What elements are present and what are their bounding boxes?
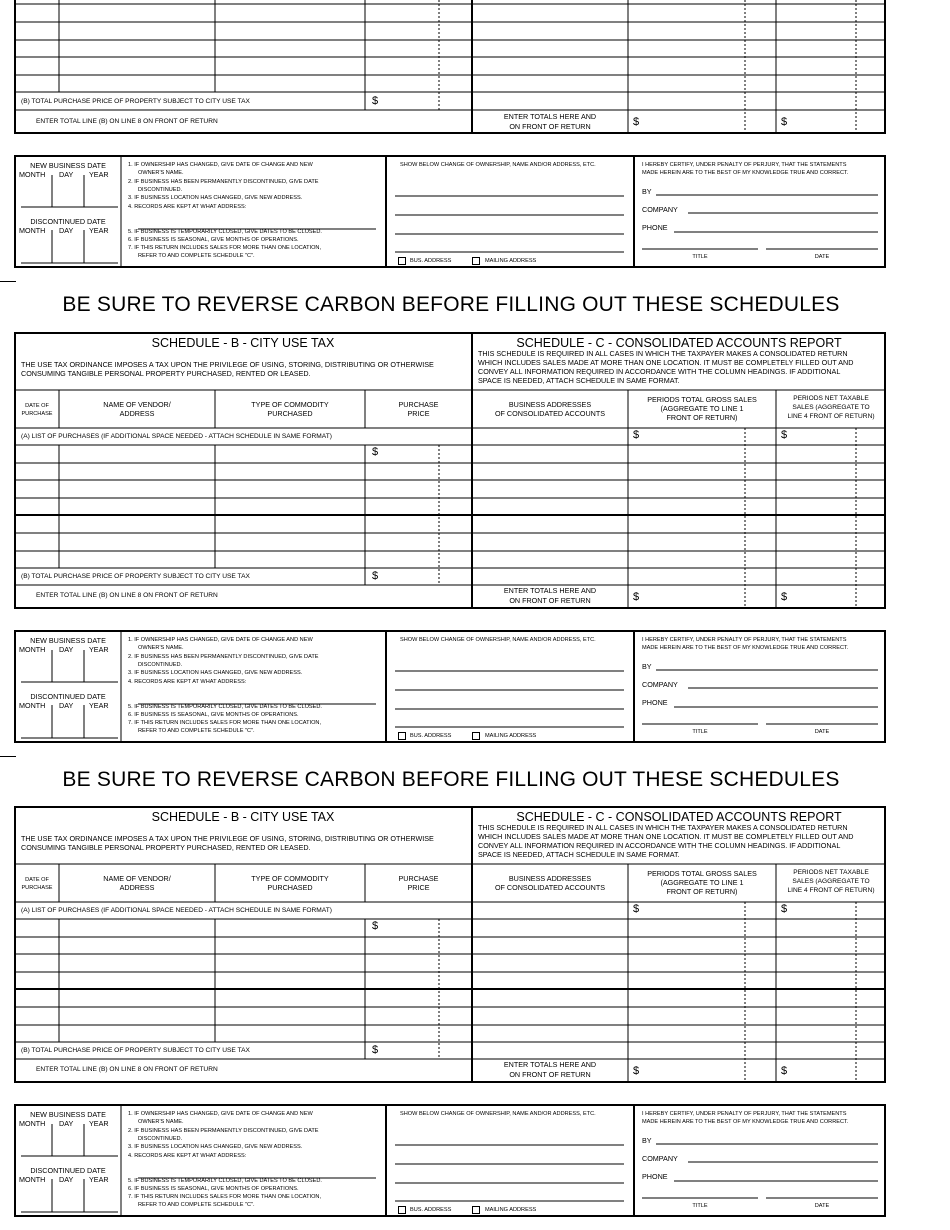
currency-symbol: $: [633, 591, 640, 603]
col-net-taxable-header: LINE 4 FRONT OF RETURN): [787, 413, 875, 420]
instruction: 5. IF BUSINESS IS TEMPORARILY CLOSED, GIVE DATES TO BE CLOSED.: [128, 704, 322, 710]
currency-symbol: $: [372, 446, 379, 458]
schedule-b-title: SCHEDULE - B - CITY USE TAX: [151, 810, 335, 824]
year-label: YEAR: [89, 170, 109, 179]
col-commodity-header: PURCHASED: [267, 409, 313, 418]
schedule-c-description: CONVEY ALL INFORMATION REQUIRED IN ACCORDANCE WITH THE COLUMN HEADINGS. IF ADDITIONAL: [478, 841, 841, 850]
col-vendor-header: NAME OF VENDOR/: [103, 400, 171, 409]
by-label: BY: [642, 187, 652, 196]
col-net-taxable-header: SALES (AGGREGATE TO: [792, 878, 870, 885]
currency-symbol: $: [633, 116, 640, 128]
col-net-taxable-header: LINE 4 FRONT OF RETURN): [787, 887, 875, 894]
instruction: DISCONTINUED.: [138, 187, 183, 193]
currency-symbol: $: [781, 116, 788, 128]
month-label: MONTH: [19, 1119, 46, 1128]
bus-address-label: BUS. ADDRESS: [410, 1207, 452, 1213]
currency-symbol: $: [372, 1044, 379, 1056]
certify-text: I HEREBY CERTIFY, UNDER PENALTY OF PERJURY, THAT THE STATEMENTS: [642, 1111, 847, 1117]
col-vendor-header: ADDRESS: [119, 883, 155, 892]
certify-text: MADE HEREIN ARE TO THE BEST OF MY KNOWLEDGE TRUE AND CORRECT.: [642, 1119, 849, 1125]
list-of-purchases-label: (A) LIST OF PURCHASES (IF ADDITIONAL SPACE NEEDED - ATTACH SCHEDULE IN SAME FORMAT): [21, 433, 332, 440]
col-date-header: DATE OF: [25, 877, 49, 883]
instruction: 2. IF BUSINESS HAS BEEN PERMANENTLY DISCONTINUED, GIVE DATE: [128, 179, 319, 185]
instruction: 4. RECORDS ARE KEPT AT WHAT ADDRESS:: [128, 204, 247, 210]
schedule-lines: [14, 0, 886, 136]
enter-total-label: ENTER TOTAL LINE (B) ON LINE 8 ON FRONT OF RETURN: [36, 118, 218, 125]
month-label: MONTH: [19, 170, 46, 179]
discontinued-date-label: DISCONTINUED DATE: [30, 217, 106, 226]
year-label: YEAR: [89, 1119, 109, 1128]
day-label: DAY: [59, 645, 74, 654]
phone-label: PHONE: [642, 1172, 668, 1181]
carbon-notice: BE SURE TO REVERSE CARBON BEFORE FILLING OUT THESE SCHEDULES: [62, 293, 840, 316]
instruction: DISCONTINUED.: [138, 662, 183, 668]
currency-symbol: $: [633, 903, 640, 915]
currency-symbol: $: [781, 903, 788, 915]
currency-symbol: $: [633, 1065, 640, 1077]
schedule-b-and-c: [14, 332, 886, 610]
info-slot: [0, 155, 950, 269]
instruction: 4. RECORDS ARE KEPT AT WHAT ADDRESS:: [128, 1153, 247, 1159]
info-slot: [0, 1104, 950, 1218]
date-label: DATE: [814, 1203, 830, 1209]
enter-totals-label: ON FRONT OF RETURN: [509, 1070, 591, 1079]
total-purchase-label: (B) TOTAL PURCHASE PRICE OF PROPERTY SUBJECT TO CITY USE TAX: [21, 573, 250, 580]
discontinued-date-label: DISCONTINUED DATE: [30, 1166, 106, 1175]
col-commodity-header: TYPE OF COMMODITY: [251, 400, 329, 409]
company-label: COMPANY: [642, 1154, 678, 1163]
schedule-c-title: SCHEDULE - C - CONSOLIDATED ACCOUNTS REPORT: [516, 810, 842, 824]
schedule-slot: [0, 332, 950, 610]
bus-address-label: BUS. ADDRESS: [410, 258, 452, 264]
bus-address-label: BUS. ADDRESS: [410, 733, 452, 739]
col-date-header: DATE OF: [25, 403, 49, 409]
instruction: 5. IF BUSINESS IS TEMPORARILY CLOSED, GIVE DATES TO BE CLOSED.: [128, 229, 322, 235]
month-label: MONTH: [19, 645, 46, 654]
total-purchase-label: (B) TOTAL PURCHASE PRICE OF PROPERTY SUBJECT TO CITY USE TAX: [21, 98, 250, 105]
instruction: 3. IF BUSINESS LOCATION HAS CHANGED, GIVE NEW ADDRESS.: [128, 670, 303, 676]
schedule-c-description: WHICH INCLUDES SALES MADE AT MORE THAN ONE LOCATION. IT MUST BE COMPLETELY FILLED OUT AND: [478, 832, 854, 841]
month-label: MONTH: [19, 1175, 46, 1184]
currency-symbol: $: [781, 1065, 788, 1077]
col-business-address-header: OF CONSOLIDATED ACCOUNTS: [494, 883, 606, 892]
schedule-b-description: THE USE TAX ORDINANCE IMPOSES A TAX UPON THE PRIVILEGE OF USING, STORING, DISTRIBUTING OR OTHERWISE: [21, 360, 434, 369]
col-gross-sales-header: (AGGREGATE TO LINE 1: [660, 404, 744, 413]
by-label: BY: [642, 1136, 652, 1145]
instruction: 6. IF BUSINESS IS SEASONAL, GIVE MONTHS OF OPERATIONS.: [128, 1186, 299, 1192]
col-gross-sales-header: FRONT OF RETURN): [666, 413, 738, 422]
title-label: TITLE: [692, 1203, 708, 1209]
schedule-b-and-c: [14, 806, 886, 1084]
phone-label: PHONE: [642, 223, 668, 232]
col-date-header: PURCHASE: [21, 411, 53, 417]
mailing-address-checkbox[interactable]: [472, 732, 480, 740]
day-label: DAY: [59, 1119, 74, 1128]
instruction: 6. IF BUSINESS IS SEASONAL, GIVE MONTHS OF OPERATIONS.: [128, 712, 299, 718]
schedule-b-description: CONSUMING TANGIBLE PERSONAL PROPERTY PURCHASED, RENTED OR LEASED.: [21, 369, 311, 378]
col-date-header: PURCHASE: [21, 885, 53, 891]
schedule-c-description: SPACE IS NEEDED, ATTACH SCHEDULE IN SAME FORMAT.: [478, 850, 680, 859]
change-label: SHOW BELOW CHANGE OF OWNERSHIP, NAME AND/OR ADDRESS, ETC.: [400, 637, 596, 643]
bus-address-checkbox[interactable]: [398, 1206, 406, 1214]
certify-text: I HEREBY CERTIFY, UNDER PENALTY OF PERJURY, THAT THE STATEMENTS: [642, 162, 847, 168]
change-label: SHOW BELOW CHANGE OF OWNERSHIP, NAME AND/OR ADDRESS, ETC.: [400, 1111, 596, 1117]
schedule-c-description: CONVEY ALL INFORMATION REQUIRED IN ACCORDANCE WITH THE COLUMN HEADINGS. IF ADDITIONAL: [478, 367, 841, 376]
instruction: REFER TO AND COMPLETE SCHEDULE "C".: [138, 253, 255, 259]
month-label: MONTH: [19, 226, 46, 235]
day-label: DAY: [59, 226, 74, 235]
currency-symbol: $: [781, 429, 788, 441]
certify-text: I HEREBY CERTIFY, UNDER PENALTY OF PERJURY, THAT THE STATEMENTS: [642, 637, 847, 643]
carbon-notice: BE SURE TO REVERSE CARBON BEFORE FILLING OUT THESE SCHEDULES: [62, 768, 840, 791]
mailing-address-label: MAILING ADDRESS: [485, 1207, 537, 1213]
enter-totals-label: ENTER TOTALS HERE AND: [503, 1060, 597, 1069]
mailing-address-checkbox[interactable]: [472, 1206, 480, 1214]
schedule-c-description: WHICH INCLUDES SALES MADE AT MORE THAN ONE LOCATION. IT MUST BE COMPLETELY FILLED OUT AND: [478, 358, 854, 367]
new-business-date-label: NEW BUSINESS DATE: [30, 636, 106, 645]
certify-text: MADE HEREIN ARE TO THE BEST OF MY KNOWLEDGE TRUE AND CORRECT.: [642, 645, 849, 651]
perforation-mark: [0, 281, 16, 282]
info-box: [14, 630, 886, 744]
currency-symbol: $: [633, 429, 640, 441]
col-price-header: PURCHASE: [398, 874, 439, 883]
list-of-purchases-label: (A) LIST OF PURCHASES (IF ADDITIONAL SPACE NEEDED - ATTACH SCHEDULE IN SAME FORMAT): [21, 907, 332, 914]
instruction: OWNER'S NAME.: [138, 170, 184, 176]
certify-text: MADE HEREIN ARE TO THE BEST OF MY KNOWLEDGE TRUE AND CORRECT.: [642, 170, 849, 176]
col-business-address-header: OF CONSOLIDATED ACCOUNTS: [494, 409, 606, 418]
title-label: TITLE: [692, 729, 708, 735]
company-label: COMPANY: [642, 680, 678, 689]
instruction: REFER TO AND COMPLETE SCHEDULE "C".: [138, 728, 255, 734]
col-net-taxable-header: PERIODS NET TAXABLE: [793, 869, 869, 876]
mailing-address-label: MAILING ADDRESS: [485, 258, 537, 264]
info-box: [14, 1104, 886, 1218]
date-label: DATE: [814, 254, 830, 260]
instruction: 7. IF THIS RETURN INCLUDES SALES FOR MORE THAN ONE LOCATION,: [128, 245, 322, 251]
change-label: SHOW BELOW CHANGE OF OWNERSHIP, NAME AND/OR ADDRESS, ETC.: [400, 162, 596, 168]
col-commodity-header: TYPE OF COMMODITY: [251, 874, 329, 883]
bus-address-checkbox[interactable]: [398, 257, 406, 265]
col-business-address-header: BUSINESS ADDRESSES: [508, 874, 592, 883]
bus-address-checkbox[interactable]: [398, 732, 406, 740]
instruction: 4. RECORDS ARE KEPT AT WHAT ADDRESS:: [128, 679, 247, 685]
currency-symbol: $: [372, 570, 379, 582]
mailing-address-label: MAILING ADDRESS: [485, 733, 537, 739]
schedule-c-title: SCHEDULE - C - CONSOLIDATED ACCOUNTS REPORT: [516, 336, 842, 350]
col-price-header: PURCHASE: [398, 400, 439, 409]
title-label: TITLE: [692, 254, 708, 260]
schedule-b-description: CONSUMING TANGIBLE PERSONAL PROPERTY PURCHASED, RENTED OR LEASED.: [21, 843, 311, 852]
enter-totals-label: ON FRONT OF RETURN: [509, 122, 591, 131]
enter-totals-label: ENTER TOTALS HERE AND: [503, 586, 597, 595]
col-vendor-header: NAME OF VENDOR/: [103, 874, 171, 883]
by-label: BY: [642, 662, 652, 671]
company-label: COMPANY: [642, 205, 678, 214]
enter-totals-label: ENTER TOTALS HERE AND: [503, 112, 597, 121]
instruction: 5. IF BUSINESS IS TEMPORARILY CLOSED, GIVE DATES TO BE CLOSED.: [128, 1178, 322, 1184]
year-label: YEAR: [89, 701, 109, 710]
instruction: 7. IF THIS RETURN INCLUDES SALES FOR MORE THAN ONE LOCATION,: [128, 1194, 322, 1200]
col-price-header: PRICE: [407, 883, 430, 892]
schedule-slot: [0, 806, 950, 1084]
instruction: 3. IF BUSINESS LOCATION HAS CHANGED, GIVE NEW ADDRESS.: [128, 195, 303, 201]
col-gross-sales-header: FRONT OF RETURN): [666, 887, 738, 896]
instruction: 6. IF BUSINESS IS SEASONAL, GIVE MONTHS OF OPERATIONS.: [128, 237, 299, 243]
currency-symbol: $: [372, 95, 379, 107]
instruction: OWNER'S NAME.: [138, 1119, 184, 1125]
col-gross-sales-header: PERIODS TOTAL GROSS SALES: [647, 395, 757, 404]
phone-label: PHONE: [642, 698, 668, 707]
year-label: YEAR: [89, 645, 109, 654]
instruction: OWNER'S NAME.: [138, 645, 184, 651]
date-label: DATE: [814, 729, 830, 735]
col-net-taxable-header: SALES (AGGREGATE TO: [792, 404, 870, 411]
perforation-mark: [0, 756, 16, 757]
mailing-address-checkbox[interactable]: [472, 257, 480, 265]
info-slot: [0, 630, 950, 744]
currency-symbol: $: [781, 591, 788, 603]
enter-totals-label: ON FRONT OF RETURN: [509, 596, 591, 605]
currency-symbol: $: [372, 920, 379, 932]
col-vendor-header: ADDRESS: [119, 409, 155, 418]
instruction: 7. IF THIS RETURN INCLUDES SALES FOR MORE THAN ONE LOCATION,: [128, 720, 322, 726]
year-label: YEAR: [89, 1175, 109, 1184]
col-price-header: PRICE: [407, 409, 430, 418]
col-commodity-header: PURCHASED: [267, 883, 313, 892]
schedule-b-and-c-partial: [14, 0, 886, 136]
new-business-date-label: NEW BUSINESS DATE: [30, 161, 106, 170]
instruction: 1. IF OWNERSHIP HAS CHANGED, GIVE DATE OF CHANGE AND NEW: [128, 1111, 313, 1117]
col-net-taxable-header: PERIODS NET TAXABLE: [793, 395, 869, 402]
enter-total-label: ENTER TOTAL LINE (B) ON LINE 8 ON FRONT OF RETURN: [36, 592, 218, 599]
month-label: MONTH: [19, 701, 46, 710]
year-label: YEAR: [89, 226, 109, 235]
instruction: 2. IF BUSINESS HAS BEEN PERMANENTLY DISCONTINUED, GIVE DATE: [128, 654, 319, 660]
day-label: DAY: [59, 1175, 74, 1184]
schedule-c-description: SPACE IS NEEDED, ATTACH SCHEDULE IN SAME FORMAT.: [478, 376, 680, 385]
schedule-c-description: THIS SCHEDULE IS REQUIRED IN ALL CASES IN WHICH THE TAXPAYER MAKES A CONSOLIDATED RETURN: [478, 823, 848, 832]
schedule-c-description: THIS SCHEDULE IS REQUIRED IN ALL CASES IN WHICH THE TAXPAYER MAKES A CONSOLIDATED RETURN: [478, 349, 848, 358]
instruction: REFER TO AND COMPLETE SCHEDULE "C".: [138, 1202, 255, 1208]
discontinued-date-label: DISCONTINUED DATE: [30, 692, 106, 701]
col-gross-sales-header: PERIODS TOTAL GROSS SALES: [647, 869, 757, 878]
instruction: 2. IF BUSINESS HAS BEEN PERMANENTLY DISCONTINUED, GIVE DATE: [128, 1128, 319, 1134]
day-label: DAY: [59, 701, 74, 710]
col-business-address-header: BUSINESS ADDRESSES: [508, 400, 592, 409]
instruction: 1. IF OWNERSHIP HAS CHANGED, GIVE DATE OF CHANGE AND NEW: [128, 637, 313, 643]
day-label: DAY: [59, 170, 74, 179]
total-purchase-label: (B) TOTAL PURCHASE PRICE OF PROPERTY SUBJECT TO CITY USE TAX: [21, 1047, 250, 1054]
instruction: 3. IF BUSINESS LOCATION HAS CHANGED, GIVE NEW ADDRESS.: [128, 1144, 303, 1150]
instruction: DISCONTINUED.: [138, 1136, 183, 1142]
instruction: 1. IF OWNERSHIP HAS CHANGED, GIVE DATE OF CHANGE AND NEW: [128, 162, 313, 168]
schedule-b-description: THE USE TAX ORDINANCE IMPOSES A TAX UPON THE PRIVILEGE OF USING, STORING, DISTRIBUTING OR OTHERWISE: [21, 834, 434, 843]
new-business-date-label: NEW BUSINESS DATE: [30, 1110, 106, 1119]
schedule-b-title: SCHEDULE - B - CITY USE TAX: [151, 336, 335, 350]
col-gross-sales-header: (AGGREGATE TO LINE 1: [660, 878, 744, 887]
info-box: [14, 155, 886, 269]
enter-total-label: ENTER TOTAL LINE (B) ON LINE 8 ON FRONT OF RETURN: [36, 1066, 218, 1073]
